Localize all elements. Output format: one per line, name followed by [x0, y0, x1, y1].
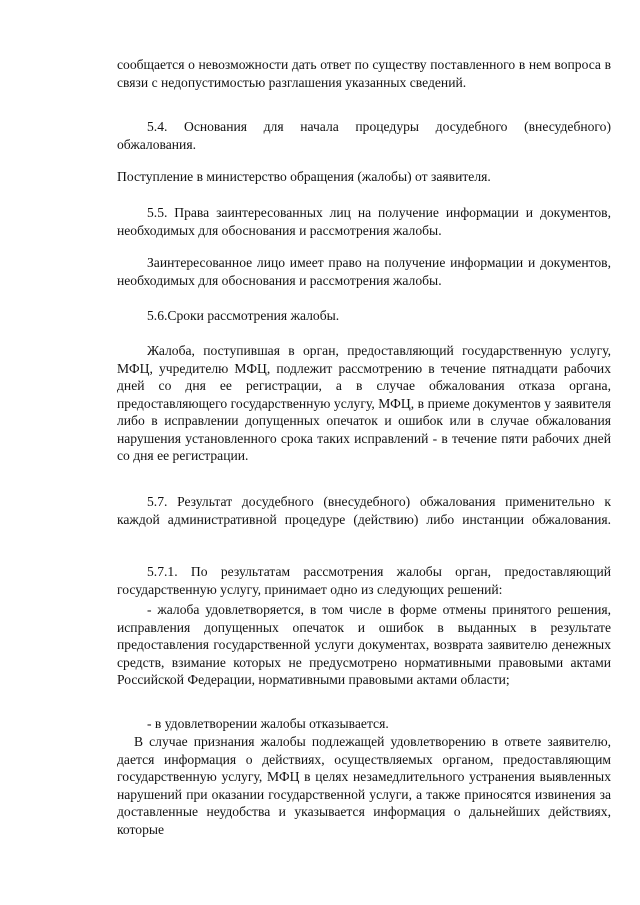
paragraph-satisfaction-case: В случае признания жалобы подлежащей удовлетворению в ответе заявителю, дается информация о действиях, осуществляемых органом, предоставляющим государственную услугу, МФЦ в целях незамедлительного устранения выявленных нарушений при оказании государственной услуги, а также приносятся извинения за доставленные неудобства и указывается информация о дальнейших действиях, которые	[117, 734, 611, 837]
section-heading-5-4: 5.4. Основания для начала процедуры досудебного (внесудебного) обжалования.	[117, 119, 611, 152]
paragraph-terms: Жалоба, поступившая в орган, предоставляющий государственную услугу, МФЦ, учредителю МФЦ, подлежит рассмотрению в течение пятнадцати рабочих дней со дня ее регистрации, а в случае обжалования отказа органа, предоставляющего государственную услугу, МФЦ, в приеме документов у заявителя либо в исправлении допущенных опечаток и ошибок или в случае обжалования нарушения установленного срока таких исправлений - в течение пяти рабочих дней со дня ее регистрации.	[117, 343, 611, 463]
section-heading-5-6: 5.6.Сроки рассмотрения жалобы.	[147, 308, 340, 323]
list-item-refused: - в удовлетворении жалобы отказывается.	[147, 716, 389, 731]
paragraph-continuation: сообщается о невозможности дать ответ по существу поставленного в нем вопроса в связи с недопустимостью разглашения указанных сведений.	[117, 57, 611, 90]
paragraph-5-7-1: 5.7.1. По результатам рассмотрения жалобы орган, предоставляющий государственную услугу, принимает одно из следующих решений:	[117, 564, 611, 597]
list-item-satisfied: - жалоба удовлетворяется, в том числе в форме отмены принятого решения, исправления допущенных опечаток и ошибок в выданных в результате предоставления государственной услуги документах, возврата заявителю денежных средств, взимание которых не предусмотрено нормативными правовыми актами Российской Федерации, нормативными правовыми актами области;	[117, 602, 611, 687]
paragraph-basis: Поступление в министерство обращения (жалобы) от заявителя.	[117, 169, 491, 184]
paragraph-rights: Заинтересованное лицо имеет право на получение информации и документов, необходимых для обоснования и рассмотрения жалобы.	[117, 255, 611, 288]
section-heading-5-7: 5.7. Результат досудебного (внесудебного) обжалования применительно к каждой административной процедуре (действию) либо инстанции обжалования.	[117, 494, 611, 527]
section-heading-5-5: 5.5. Права заинтересованных лиц на получение информации и документов, необходимых для обоснования и рассмотрения жалобы.	[117, 205, 611, 238]
